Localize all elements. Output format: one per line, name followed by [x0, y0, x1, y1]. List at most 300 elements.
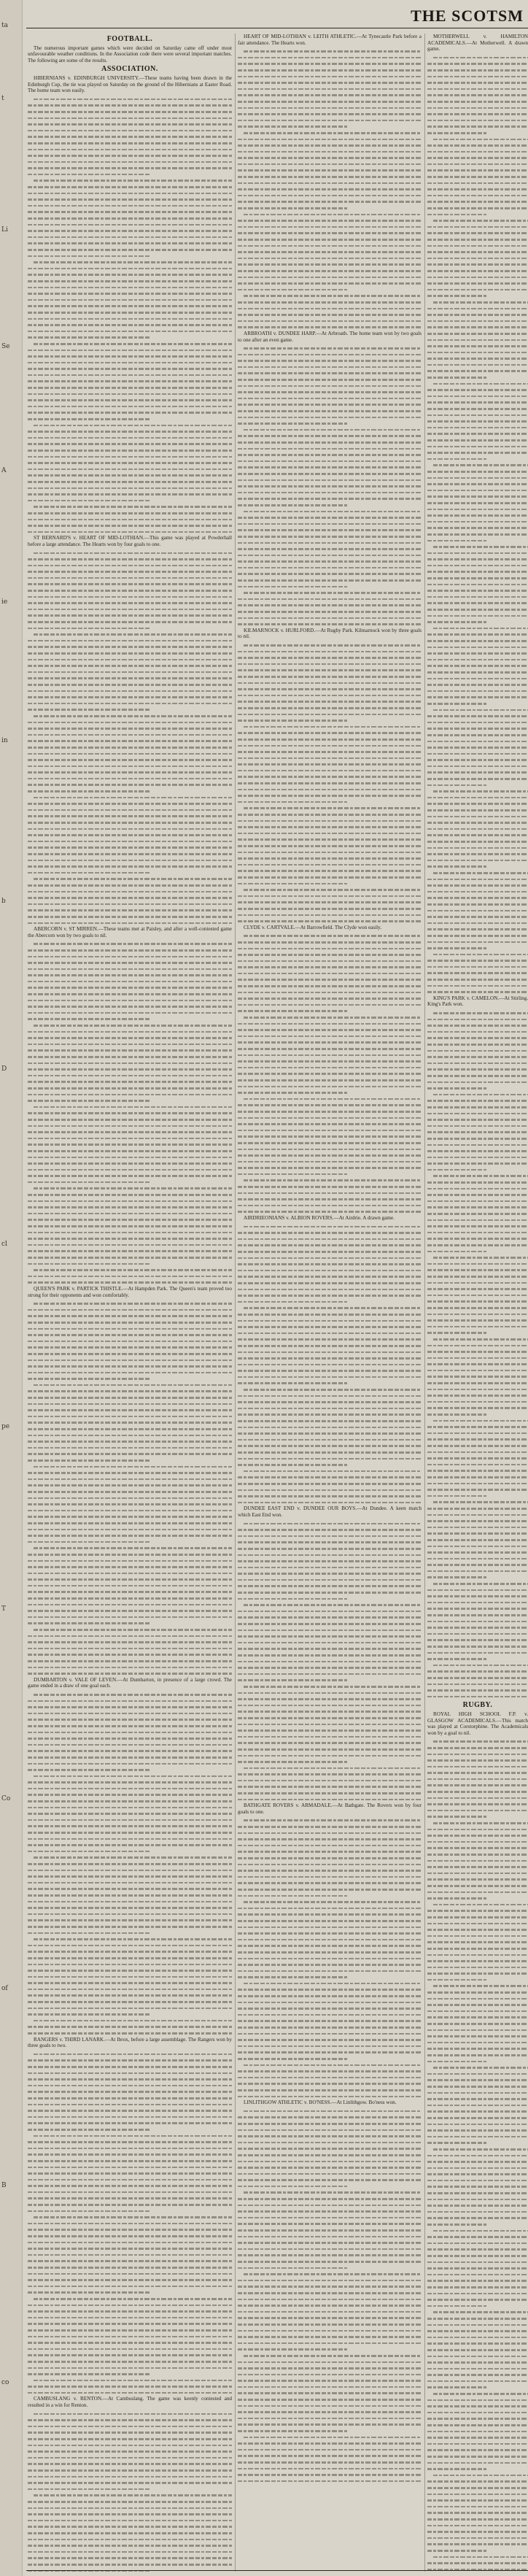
text-line	[427, 2366, 528, 2372]
text-line	[28, 1476, 232, 1483]
text-line	[28, 631, 232, 638]
text-line	[28, 1767, 232, 1773]
text-line	[238, 149, 422, 155]
text-line	[427, 2353, 528, 2360]
text-line	[28, 2499, 232, 2505]
text-line	[238, 167, 422, 174]
text-line	[427, 1380, 528, 1387]
match-report: DUMBARTON v. VALE OF LEVEN.—At Dumbarton, in presence of a large crowd. The game ended in a draw of one goal each.	[28, 1676, 232, 1689]
text-line	[427, 1505, 528, 1512]
text-line	[28, 1943, 232, 1949]
text-line	[238, 1146, 422, 1153]
text-line	[427, 224, 528, 231]
text-line	[238, 1862, 422, 1868]
text-line	[427, 619, 528, 625]
text-line	[238, 2094, 422, 2100]
text-line	[28, 2277, 232, 2283]
text-line	[427, 2334, 528, 2341]
text-line	[427, 412, 528, 419]
text-line	[427, 895, 528, 901]
text-line	[238, 1108, 422, 1115]
text-line	[238, 1867, 422, 1874]
text-line	[427, 2441, 528, 2448]
text-line	[427, 1443, 528, 1449]
text-line	[427, 795, 528, 801]
text-line	[28, 1520, 232, 1527]
text-line	[238, 1621, 422, 1627]
text-line	[238, 818, 422, 825]
text-line	[28, 2542, 232, 2549]
text-line	[238, 1880, 422, 1886]
text-line	[28, 1873, 232, 1880]
text-line	[28, 998, 232, 1004]
text-line	[238, 881, 422, 887]
text-line	[427, 2178, 528, 2184]
text-line	[28, 713, 232, 720]
text-line	[427, 1054, 528, 1060]
text-body	[427, 1738, 528, 2572]
text-line	[238, 514, 422, 521]
text-line	[427, 2002, 528, 2008]
text-line	[238, 824, 422, 830]
text-line	[427, 1311, 528, 1318]
text-line	[238, 1665, 422, 1671]
text-line	[28, 1307, 232, 1314]
text-line	[238, 1474, 422, 1481]
strip-mark: A	[1, 467, 7, 474]
text-line	[238, 527, 422, 533]
match-report: ARBROATH v. DUNDEE HARP.—At Arbroath. The home team won by two goals to one after an even game.	[238, 330, 422, 343]
text-line	[427, 1581, 528, 1587]
text-line	[28, 1432, 232, 1439]
text-line	[427, 2491, 528, 2498]
text-line	[28, 259, 232, 266]
text-line	[238, 1727, 422, 1734]
text-line	[427, 2102, 528, 2109]
text-line	[238, 862, 422, 868]
text-line	[28, 744, 232, 751]
text-line	[427, 1782, 528, 1789]
text-line	[427, 1619, 528, 1625]
text-line	[238, 383, 422, 390]
text-line	[28, 1930, 232, 1937]
text-line	[238, 849, 422, 856]
match-report: BATHGATE ROVERS v. ARMADALE.—At Bathgate. The Rovers won by four goals to one.	[238, 1802, 422, 1815]
text-line	[238, 261, 422, 268]
text-line	[427, 2478, 528, 2485]
text-line	[427, 437, 528, 444]
text-line	[427, 1249, 528, 1255]
text-line	[427, 1549, 528, 1556]
text-line	[427, 1637, 528, 1643]
text-line	[28, 550, 232, 557]
text-line	[238, 1255, 422, 1262]
text-line	[28, 1614, 232, 1621]
text-line	[427, 1029, 528, 1036]
text-line	[427, 1462, 528, 1468]
text-line	[28, 1482, 232, 1489]
text-line	[427, 2278, 528, 2284]
text-line	[28, 228, 232, 234]
text-line	[427, 1650, 528, 1657]
text-line	[427, 142, 528, 149]
text-line	[238, 1424, 422, 1431]
text-line	[28, 491, 232, 498]
text-line	[427, 2059, 528, 2065]
football-intro: The numerous important games which were decided on Saturday came off under most unfavourable weather conditions. In the Association code there were several important matches. The following are some of the results.	[28, 45, 232, 63]
text-line	[427, 1436, 528, 1443]
text-line	[28, 147, 232, 153]
text-line	[427, 1154, 528, 1161]
text-line	[427, 1204, 528, 1211]
text-line	[28, 914, 232, 920]
text-line	[238, 446, 422, 452]
text-line	[238, 1411, 422, 1418]
text-line	[28, 612, 232, 619]
text-line	[427, 418, 528, 425]
text-line	[427, 1010, 528, 1017]
text-line	[238, 1196, 422, 1203]
text-line	[238, 736, 422, 743]
text-line	[28, 1279, 232, 1286]
match-report: CAMBUSLANG v. RENTON.—At Cambuslang. The game was keenly contested and resulted in a win for Renton.	[28, 2396, 232, 2409]
text-line	[28, 1414, 232, 1420]
text-line	[28, 763, 232, 770]
text-line	[427, 531, 528, 538]
text-line	[28, 2423, 232, 2430]
text-line	[28, 485, 232, 492]
text-line	[238, 2328, 422, 2334]
text-line	[427, 550, 528, 557]
text-line	[28, 1602, 232, 1608]
match-report: KING'S PARK v. CAMELON.—At Stirling. King's Park won.	[427, 995, 528, 1008]
text-line	[28, 1326, 232, 1333]
text-line	[28, 2202, 232, 2208]
text-line	[28, 1261, 232, 1268]
text-line	[238, 1292, 422, 1299]
text-line	[28, 2549, 232, 2556]
text-line	[238, 2234, 422, 2240]
text-line	[28, 1773, 232, 1780]
text-line	[427, 236, 528, 243]
text-line	[28, 428, 232, 435]
text-line	[427, 1129, 528, 1135]
text-line	[238, 1033, 422, 1040]
text-line	[427, 1292, 528, 1299]
text-line	[28, 2448, 232, 2455]
text-line	[238, 377, 422, 383]
text-line	[427, 600, 528, 606]
text-line	[28, 838, 232, 845]
text-line	[28, 694, 232, 701]
text-line	[28, 366, 232, 372]
text-line	[238, 918, 422, 925]
text-line	[427, 2485, 528, 2491]
text-line	[238, 602, 422, 609]
text-line	[28, 876, 232, 882]
text-line	[238, 2428, 422, 2434]
text-line	[238, 1077, 422, 1084]
text-line	[427, 2090, 528, 2097]
text-line	[238, 1708, 422, 1715]
text-line	[28, 222, 232, 228]
text-line	[28, 1254, 232, 1261]
text-line	[238, 2478, 422, 2485]
text-line	[238, 933, 422, 939]
text-line	[238, 2000, 422, 2006]
text-line	[427, 2228, 528, 2234]
text-line	[427, 1631, 528, 1638]
text-line	[28, 404, 232, 410]
match-report: ROYAL HIGH SCHOOL F.P. v. GLASGOW ACADEMICALS.—This match was played at Corstorphine. The Academicals won by a goal to nil.	[427, 1711, 528, 1736]
text-line	[238, 299, 422, 306]
text-line	[427, 2510, 528, 2516]
text-line	[28, 2114, 232, 2121]
text-line	[238, 2353, 422, 2359]
text-line	[238, 1633, 422, 1640]
text-line	[238, 1974, 422, 1981]
text-line	[238, 458, 422, 465]
text-line	[427, 86, 528, 93]
text-line	[427, 644, 528, 651]
text-line	[28, 2480, 232, 2486]
text-line	[427, 299, 528, 306]
text-line	[28, 1179, 232, 1186]
text-line	[238, 1305, 422, 1311]
text-line	[238, 1224, 422, 1230]
text-line	[238, 2302, 422, 2309]
text-line	[28, 895, 232, 901]
text-line	[238, 1336, 422, 1343]
text-line	[427, 1512, 528, 1519]
text-line	[28, 788, 232, 795]
text-line	[238, 1790, 422, 1797]
text-line	[238, 946, 422, 952]
text-line	[427, 55, 528, 61]
text-line	[28, 1041, 232, 1048]
text-line	[28, 372, 232, 379]
text-line	[28, 820, 232, 826]
text-line	[238, 2378, 422, 2384]
text-line	[238, 887, 422, 893]
text-line	[28, 1129, 232, 1135]
text-line	[28, 203, 232, 209]
text-line	[427, 1921, 528, 1927]
text-line	[427, 1041, 528, 1048]
text-line	[427, 1273, 528, 1280]
text-line	[427, 763, 528, 770]
text-line	[427, 337, 528, 344]
text-line	[28, 1633, 232, 1640]
text-line	[28, 1817, 232, 1824]
text-line	[28, 832, 232, 838]
text-line	[427, 952, 528, 958]
text-line	[28, 1104, 232, 1111]
text-line	[238, 1797, 422, 1803]
text-line	[238, 99, 422, 105]
text-line	[427, 243, 528, 250]
text-line	[427, 1876, 528, 1883]
text-line	[238, 2183, 422, 2190]
text-line	[427, 2052, 528, 2059]
text-line	[427, 280, 528, 287]
text-line	[28, 2411, 232, 2418]
text-line	[28, 863, 232, 870]
text-line	[28, 423, 232, 429]
text-line	[427, 2215, 528, 2221]
text-line	[28, 960, 232, 966]
text-line	[238, 490, 422, 496]
text-line	[238, 1261, 422, 1268]
text-line	[238, 1165, 422, 1171]
text-line	[427, 368, 528, 374]
text-line	[28, 2455, 232, 2461]
text-line	[427, 826, 528, 833]
text-line	[238, 2315, 422, 2321]
strip-mark: Li	[1, 226, 8, 234]
text-line	[427, 1123, 528, 1130]
text-line	[28, 2076, 232, 2083]
text-body	[28, 96, 232, 536]
text-line	[28, 1332, 232, 1338]
text-line	[28, 2083, 232, 2089]
text-line	[238, 1102, 422, 1108]
text-line	[28, 979, 232, 985]
text-line	[238, 1830, 422, 1837]
text-line	[427, 1764, 528, 1770]
text-line	[427, 2071, 528, 2078]
text-body	[238, 48, 422, 331]
text-line	[427, 374, 528, 381]
text-line	[238, 2240, 422, 2246]
text-line	[28, 1742, 232, 1748]
text-line	[238, 1690, 422, 1697]
text-line	[427, 1186, 528, 1192]
text-line	[238, 433, 422, 439]
text-line	[427, 2021, 528, 2027]
text-line	[28, 2226, 232, 2233]
text-line	[238, 1273, 422, 1280]
text-line	[427, 1914, 528, 1921]
text-line	[427, 343, 528, 350]
text-line	[28, 1698, 232, 1705]
text-line	[238, 2087, 422, 2094]
text-line	[238, 2068, 422, 2075]
text-line	[28, 1489, 232, 1495]
text-line	[427, 2504, 528, 2510]
text-line	[427, 1832, 528, 1839]
text-line	[427, 255, 528, 262]
text-line	[238, 2309, 422, 2315]
text-line	[427, 945, 528, 952]
text-line	[28, 2245, 232, 2252]
text-line	[28, 1351, 232, 1357]
text-line	[427, 1486, 528, 1493]
text-body	[28, 2051, 232, 2396]
text-line	[238, 1418, 422, 1424]
text-line	[238, 1065, 422, 1071]
text-line	[238, 249, 422, 255]
text-line	[427, 2014, 528, 2021]
text-line	[427, 1562, 528, 1568]
match-report: DUNDEE EAST END v. DUNDEE OUR BOYS.—At Dundee. A keen match which East End won.	[238, 1505, 422, 1518]
text-line	[427, 1939, 528, 1946]
text-line	[28, 1029, 232, 1036]
text-line	[28, 529, 232, 536]
text-line	[28, 416, 232, 423]
text-line	[427, 2197, 528, 2203]
text-line	[238, 408, 422, 414]
text-line	[238, 533, 422, 540]
text-line	[28, 271, 232, 278]
text-line	[238, 793, 422, 799]
text-line	[427, 2303, 528, 2310]
text-line	[28, 1735, 232, 1742]
text-line	[28, 1761, 232, 1767]
text-line	[238, 799, 422, 806]
strip-mark: co	[1, 2379, 9, 2386]
text-line	[238, 1614, 422, 1621]
text-line	[28, 826, 232, 833]
text-line	[28, 2177, 232, 2183]
text-line	[28, 2340, 232, 2346]
text-line	[28, 1589, 232, 1595]
text-line	[28, 907, 232, 914]
text-line	[238, 312, 422, 318]
text-line	[238, 2221, 422, 2227]
text-line	[28, 1167, 232, 1173]
text-line	[28, 650, 232, 657]
text-line	[427, 556, 528, 563]
text-line	[28, 1230, 232, 1236]
text-line	[238, 1177, 422, 1184]
text-line	[427, 186, 528, 193]
text-line	[427, 1430, 528, 1437]
text-line	[238, 1268, 422, 1274]
text-line	[28, 972, 232, 979]
text-line	[238, 1324, 422, 1330]
text-line	[28, 1110, 232, 1117]
text-line	[427, 1261, 528, 1268]
match-report: HEART OF MID-LOTHIAN v. LEITH ATHLETIC.—At Tynecastle Park before a fair attendance. The Hearts won.	[238, 34, 422, 46]
text-line	[238, 680, 422, 687]
text-line	[427, 1537, 528, 1543]
text-line	[427, 2140, 528, 2146]
text-line	[238, 1570, 422, 1577]
text-line	[28, 153, 232, 159]
text-line	[427, 387, 528, 393]
text-line	[238, 693, 422, 699]
text-line	[238, 1646, 422, 1652]
text-line	[28, 1388, 232, 1395]
strip-mark: b	[1, 898, 6, 905]
text-line	[28, 807, 232, 814]
text-line	[427, 1952, 528, 1959]
text-line	[238, 661, 422, 668]
text-line	[28, 2561, 232, 2568]
text-line	[238, 540, 422, 547]
text-line	[238, 609, 422, 615]
text-line	[238, 2215, 422, 2221]
text-line	[238, 1843, 422, 1849]
text-line	[238, 2297, 422, 2303]
text-line	[238, 1121, 422, 1127]
text-line	[427, 2096, 528, 2102]
text-line	[427, 99, 528, 105]
text-line	[28, 1135, 232, 1142]
text-line	[427, 174, 528, 180]
text-line	[28, 128, 232, 134]
